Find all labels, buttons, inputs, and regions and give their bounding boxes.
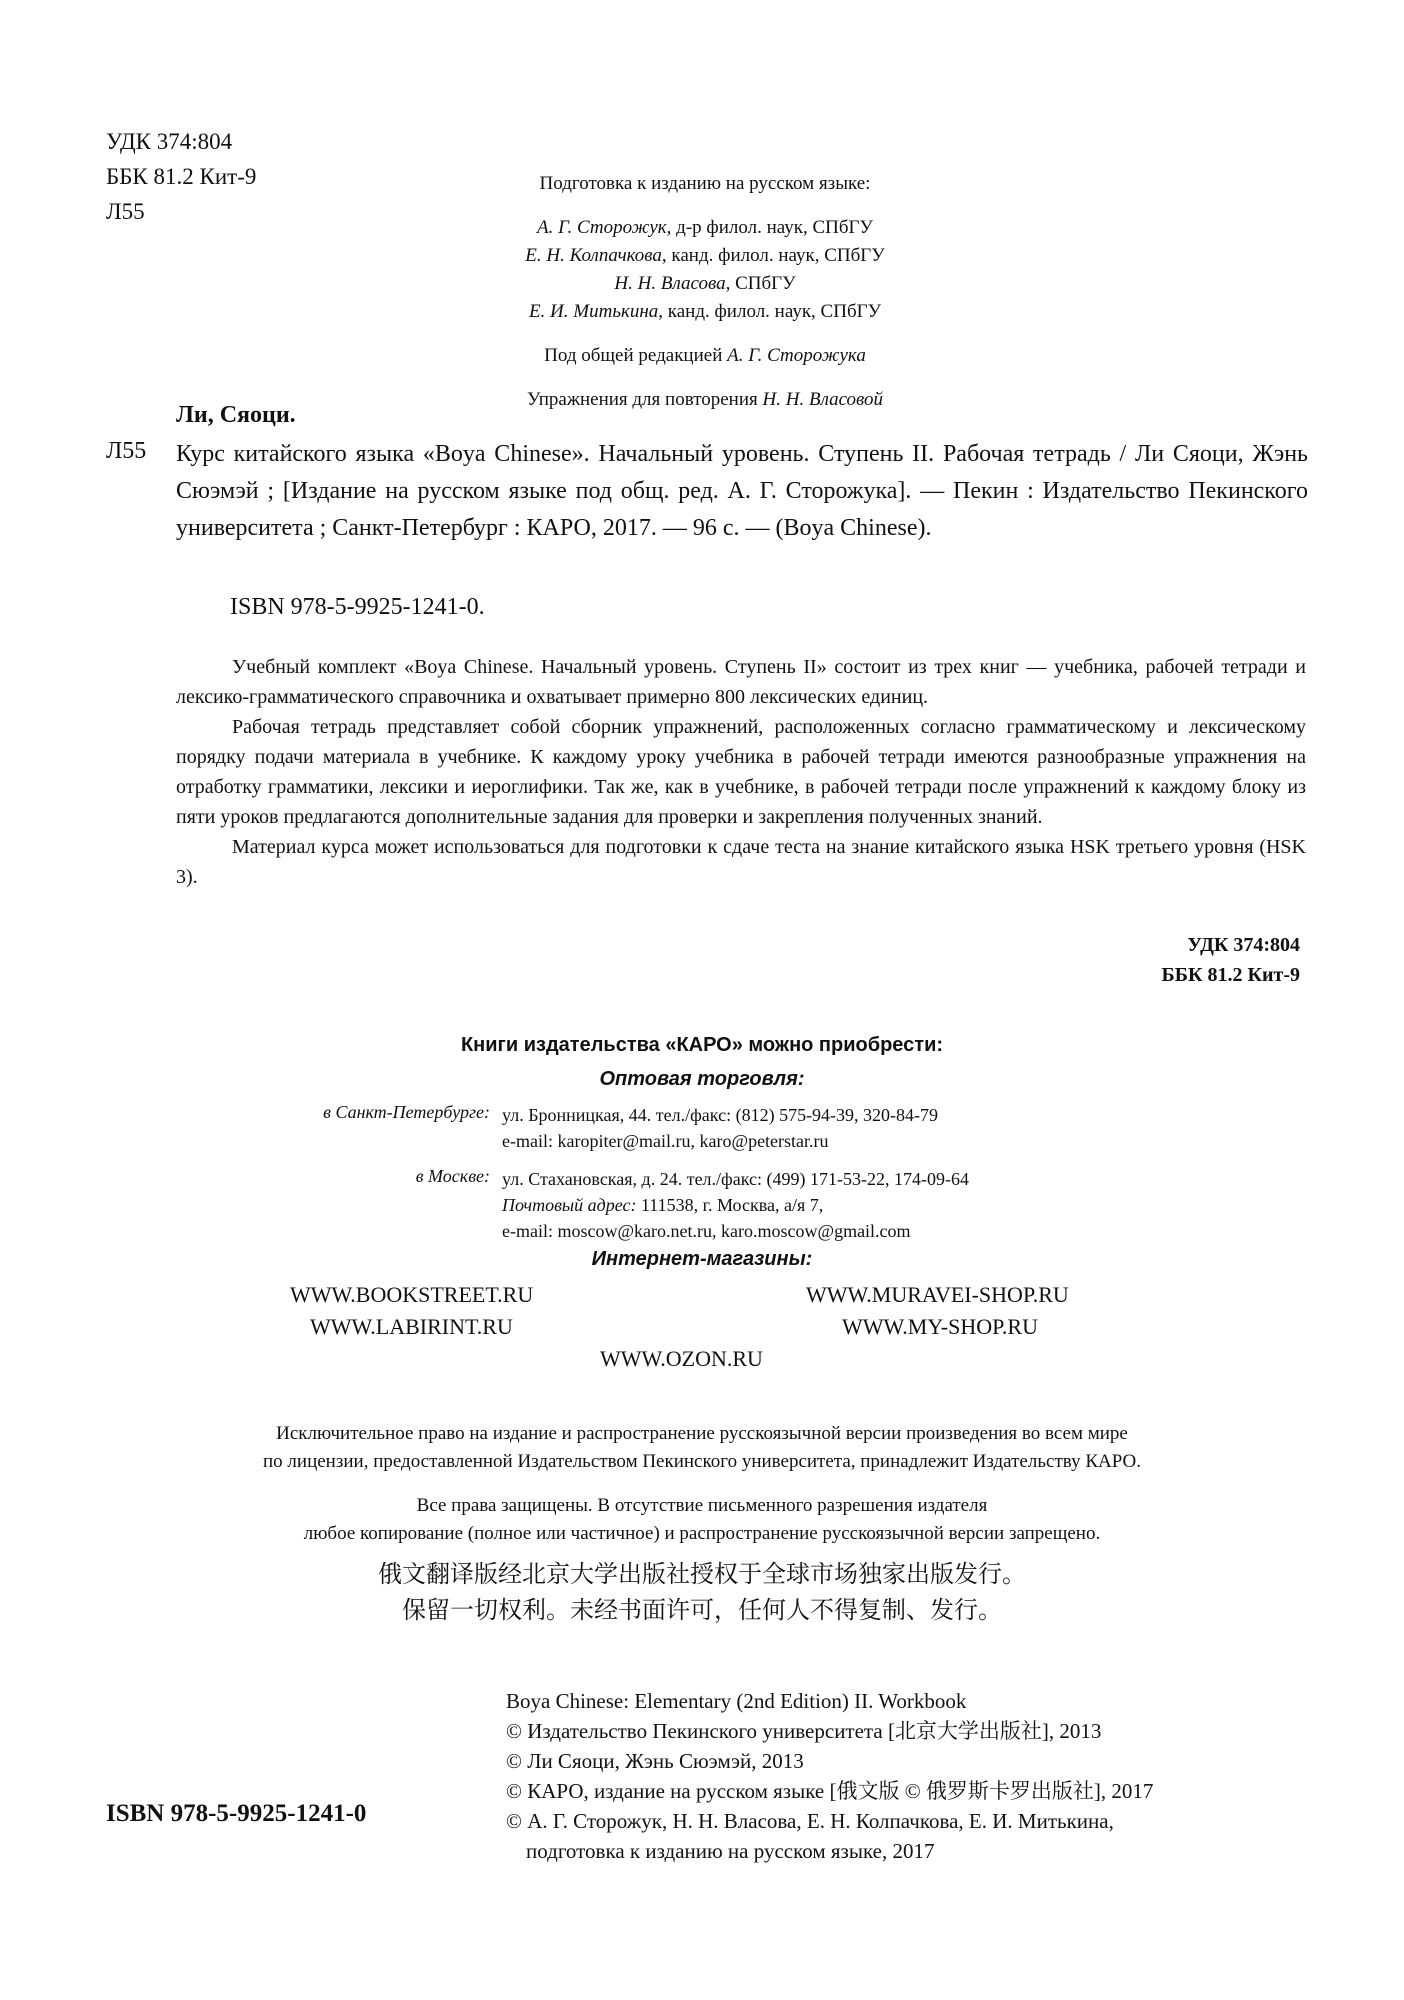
- annotation-paragraph: Рабочая тетрадь представляет собой сборник упражнений, расположенных согласно грамматическому и лексическому порядку подачи материала в учебнике. К каждому уроку учебника в рабочей тетради имеются разнообразные упражнения на отработку грамматики, лексики и иероглифики. Так же, как в учебнике, в рабочей тетради после упражнений к каждому блоку из пяти уроков предлагаются дополнительные задания для проверки и закрепления полученных знаний.: [176, 716, 1306, 828]
- shop-link[interactable]: WWW.LABIRINT.RU: [310, 1314, 513, 1339]
- spb-address: ул. Бронницкая, 44. тел./факс: (812) 575-94-39, 320-84-79: [502, 1105, 939, 1125]
- library-codes: [106, 124, 256, 229]
- copyright-line: подготовка к изданию на русском языке, 2017: [526, 1839, 935, 1863]
- author-heading: Ли, Сяоци.: [176, 402, 296, 428]
- original-title: Boya Chinese: Elementary (2nd Edition) II. Workbook: [506, 1689, 967, 1713]
- annotation: [176, 652, 1306, 892]
- bibliographic-description: Курс китайского языка «Boya Chinese». Начальный уровень. Ступень II. Рабочая тетрадь / Ли Сяоци, Жэнь Сюэмэй ; [Издание на русском языке под общ. ред. А. Г. Сторожука]. — Пекин : Издательство Пекинского университета ; Санкт-Петербург : КАРО, 2017. — 96 с. — (Boya Chinese).: [176, 441, 1308, 541]
- shop-link[interactable]: WWW.BOOKSTREET.RU: [290, 1282, 534, 1307]
- author-mark: Л55: [106, 199, 145, 224]
- shop-link[interactable]: WWW.OZON.RU: [600, 1346, 763, 1371]
- contributor: Н. Н. Власова, СПбГУ: [614, 273, 796, 294]
- rights-line: по лицензии, предоставленной Издательством Пекинского университета, принадлежит Издательству КАРО.: [263, 1451, 1141, 1472]
- msk-contacts: [502, 1166, 969, 1244]
- spb-contacts: [502, 1102, 938, 1154]
- msk-postal: Почтовый адрес: 111538, г. Москва, а/я 7,: [502, 1195, 824, 1215]
- rights-line: любое копирование (полное или частичное) и распространение русскоязычной версии запрещено.: [303, 1523, 1101, 1544]
- spb-email: e-mail: karopiter@mail.ru, karo@peterstar.ru: [502, 1131, 829, 1151]
- chinese-line: 保留一切权利。未经书面许可，任何人不得复制、发行。: [402, 1596, 1002, 1624]
- copyright-line: © Издательство Пекинского университета [北京大学出版社], 2013: [506, 1719, 1102, 1743]
- udk-code-right: УДК 374:804: [1187, 934, 1300, 956]
- exclusive-rights: [100, 1420, 1304, 1476]
- isbn-line: ISBN 978-5-9925-1241-0.: [230, 594, 485, 620]
- isbn-bottom: ISBN 978-5-9925-1241-0: [106, 1800, 367, 1827]
- wholesale-heading: Оптовая торговля:: [599, 1068, 805, 1090]
- msk-address: ул. Стахановская, д. 24. тел./факс: (499) 171-53-22, 174-09-64: [502, 1169, 969, 1189]
- rights-line: Все права защищены. В отсутствие письменного разрешения издателя: [416, 1495, 988, 1516]
- spb-label: в Санкт-Петербурге:: [323, 1102, 490, 1122]
- bib-author-mark: Л55: [106, 438, 147, 464]
- general-editor: Под общей редакцией А. Г. Сторожука: [544, 345, 866, 366]
- contributor: А. Г. Сторожук, д-р филол. наук, СПбГУ: [537, 217, 873, 238]
- purchase-title: Книги издательства «КАРО» можно приобрести:: [460, 1034, 944, 1056]
- prep-heading: Подготовка к изданию на русском языке:: [539, 173, 871, 194]
- copyright-block: [506, 1686, 1153, 1866]
- annotation-paragraph: Материал курса может использоваться для подготовки к сдаче теста на знание китайского языка HSK третьего уровня (HSK 3).: [176, 836, 1306, 888]
- chinese-line: 俄文翻译版经北京大学出版社授权于全球市场独家出版发行。: [378, 1560, 1026, 1588]
- msk-email: e-mail: moscow@karo.net.ru, karo.moscow@gmail.com: [502, 1221, 911, 1241]
- all-rights-reserved: [100, 1492, 1304, 1548]
- rights-line: Исключительное право на издание и распространение русскоязычной версии произведения во всем мире: [276, 1423, 1128, 1444]
- shop-link[interactable]: WWW.MY-SHOP.RU: [842, 1314, 1038, 1339]
- bbk-code-right: ББК 81.2 Кит-9: [1161, 964, 1300, 986]
- msk-label: в Москве:: [415, 1166, 490, 1186]
- contributor: Е. И. Митькина, канд. филол. наук, СПбГУ: [528, 301, 882, 322]
- copyright-line: © А. Г. Сторожук, Н. Н. Власова, Е. Н. Колпачкова, Е. И. Митькина,: [506, 1809, 1114, 1833]
- shop-link[interactable]: WWW.MURAVEI-SHOP.RU: [806, 1282, 1069, 1307]
- exercises-author: Упражнения для повторения Н. Н. Власовой: [526, 389, 884, 410]
- contributor: Е. Н. Колпачкова, канд. филол. наук, СПбГУ: [525, 245, 885, 266]
- chinese-rights-notice: [0, 1556, 1404, 1628]
- copyright-line: © Ли Сяоци, Жэнь Сюэмэй, 2013: [506, 1749, 804, 1773]
- preparation-block: [440, 170, 970, 414]
- annotation-paragraph: Учебный комплект «Boya Chinese. Начальный уровень. Ступень II» состоит из трех книг — учебника, рабочей тетради и лексико-грамматического справочника и охватывает примерно 800 лексических единиц.: [176, 656, 1306, 708]
- online-shops-heading: Интернет-магазины:: [591, 1248, 813, 1270]
- bbk-code: ББК 81.2 Кит-9: [106, 164, 257, 189]
- udk-code: УДК 374:804: [106, 129, 233, 154]
- copyright-line: © КАРО, издание на русском языке [俄文版 © 俄罗斯卡罗出版社], 2017: [506, 1779, 1154, 1803]
- classification-codes-right: [1162, 930, 1300, 990]
